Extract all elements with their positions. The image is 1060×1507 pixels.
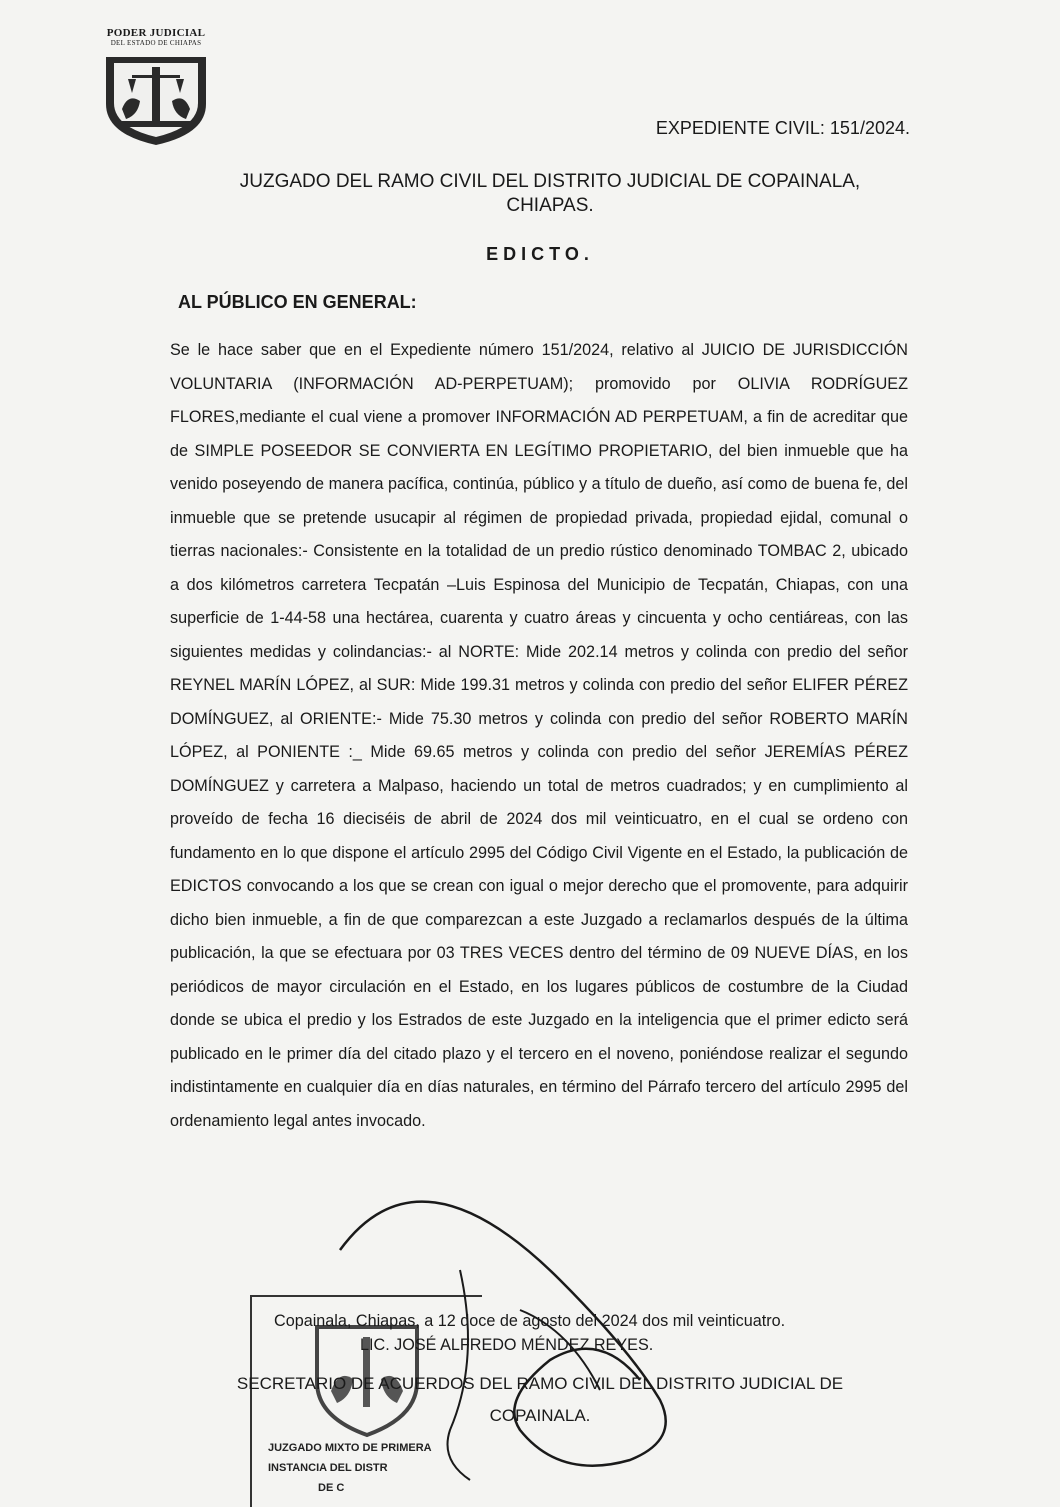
stamp-line-3: DE C bbox=[318, 1482, 345, 1494]
case-number: EXPEDIENTE CIVIL: 151/2024. bbox=[655, 118, 910, 138]
document-title: EDICTO. bbox=[486, 244, 594, 264]
office-line-1: SECRETARIO DE ACUERDOS DEL RAMO CIVIL DEL DISTRITO JUDICIAL DE bbox=[236, 1374, 844, 1393]
place-and-date: Copainala, Chiapas, a 12 doce de agosto del 2024 dos mil veinticuatro. bbox=[274, 1312, 786, 1330]
seal-subtitle: DEL ESTADO DE CHIAPAS bbox=[110, 39, 202, 47]
signer-name: LIC. JOSÉ ALFREDO MÉNDEZ REYES. bbox=[360, 1336, 654, 1354]
court-heading bbox=[150, 170, 950, 218]
office-line-2: COPAINALA. bbox=[489, 1406, 591, 1425]
stamp-line-2: INSTANCIA DEL DISTR bbox=[268, 1462, 388, 1474]
court-line-2: CHIAPAS. bbox=[506, 195, 594, 216]
stamp-line-1: JUZGADO MIXTO DE PRIMERA bbox=[268, 1442, 432, 1454]
header-logo bbox=[96, 28, 216, 149]
handwritten-signature-icon bbox=[300, 1100, 760, 1498]
court-line-1: JUZGADO DEL RAMO CIVIL DEL DISTRITO JUDICIAL DE COPAINALA, bbox=[239, 171, 861, 192]
seal-title: PODER JUDICIAL bbox=[106, 27, 206, 39]
salutation: AL PÚBLICO EN GENERAL: bbox=[178, 292, 417, 312]
edict-body: Se le hace saber que en el Expediente número 151/2024, relativo al JUICIO DE JURISDICCIÓN VOLUNTARIA (INFORMACIÓN AD-PERPETUAM); promovido por OLIVIA RODRÍGUEZ FLORES,mediante el cual viene a promover INFORMACIÓN AD PERPETUAM, a fin de acreditar que de SIMPLE POSEEDOR SE CONVIERTA EN LEGÍTIMO PROPIETARIO, del bien inmueble que ha venido poseyendo de manera pacífica, continúa, público y a título de dueño, así como de buena fe, del inmueble que se pretende usucapir al régimen de propiedad privada, propiedad ejidal, comunal o tierras nacionales:- Consistente en la totalidad de un predio rústico denominado TOMBAC 2, ubicado a dos kilómetros carretera Tecpatán –Luis Espinosa del Municipio de Tecpatán, Chiapas, con una superficie de 1-44-58 una hectárea, cuarenta y cuatro áreas y cincuenta y ocho centiáreas, con las siguientes medidas y colindancias:- al NORTE: Mide 202.14 metros y colinda con predio del señor REYNEL MARÍN LÓPEZ, al SUR: Mide 199.31 metros y colinda con predio del señor ELIFER PÉREZ DOMÍNGUEZ, al ORIENTE:- Mide 75.30 metros y colinda con predio del señor ROBERTO MARÍN LÓPEZ, al PONIENTE :_ Mide 69.65 metros y colinda con predio del señor JEREMÍAS PÉREZ DOMÍNGUEZ y carretera a Malpaso, haciendo un total de metros cuadrados; y en cumplimiento al proveído de fecha 16 dieciséis de abril de 2024 dos mil veinticuatro, en el cual se ordeno con fundamento en lo que dispone el artículo 2995 del Código Civil Vigente en el Estado, la publicación de EDICTOS convocando a los que se crean con igual o mejor derecho que el promovente, para adquirir dicho bien inmueble, a fin de que comparezcan a este Juzgado a reclamarlos después de la última publicación, la que se efectuara por 03 TRES VECES dentro del término de 09 NUEVE DÍAS, en los periódicos de mayor circulación en el Estado, en los lugares públicos de costumbre de la Ciudad donde se ubica el predio y los Estrados de este Juzgado en la inteligencia que el primer edicto será publicado en le primer día del citado plazo y el tercero en el noveno, poniéndose realizar el segundo indistintamente en cualquier día en días naturales, en término del Párrafo tercero del artículo 2995 del ordenamiento legal antes invocado. bbox=[170, 341, 908, 1130]
judicial-seal-icon bbox=[98, 49, 214, 149]
